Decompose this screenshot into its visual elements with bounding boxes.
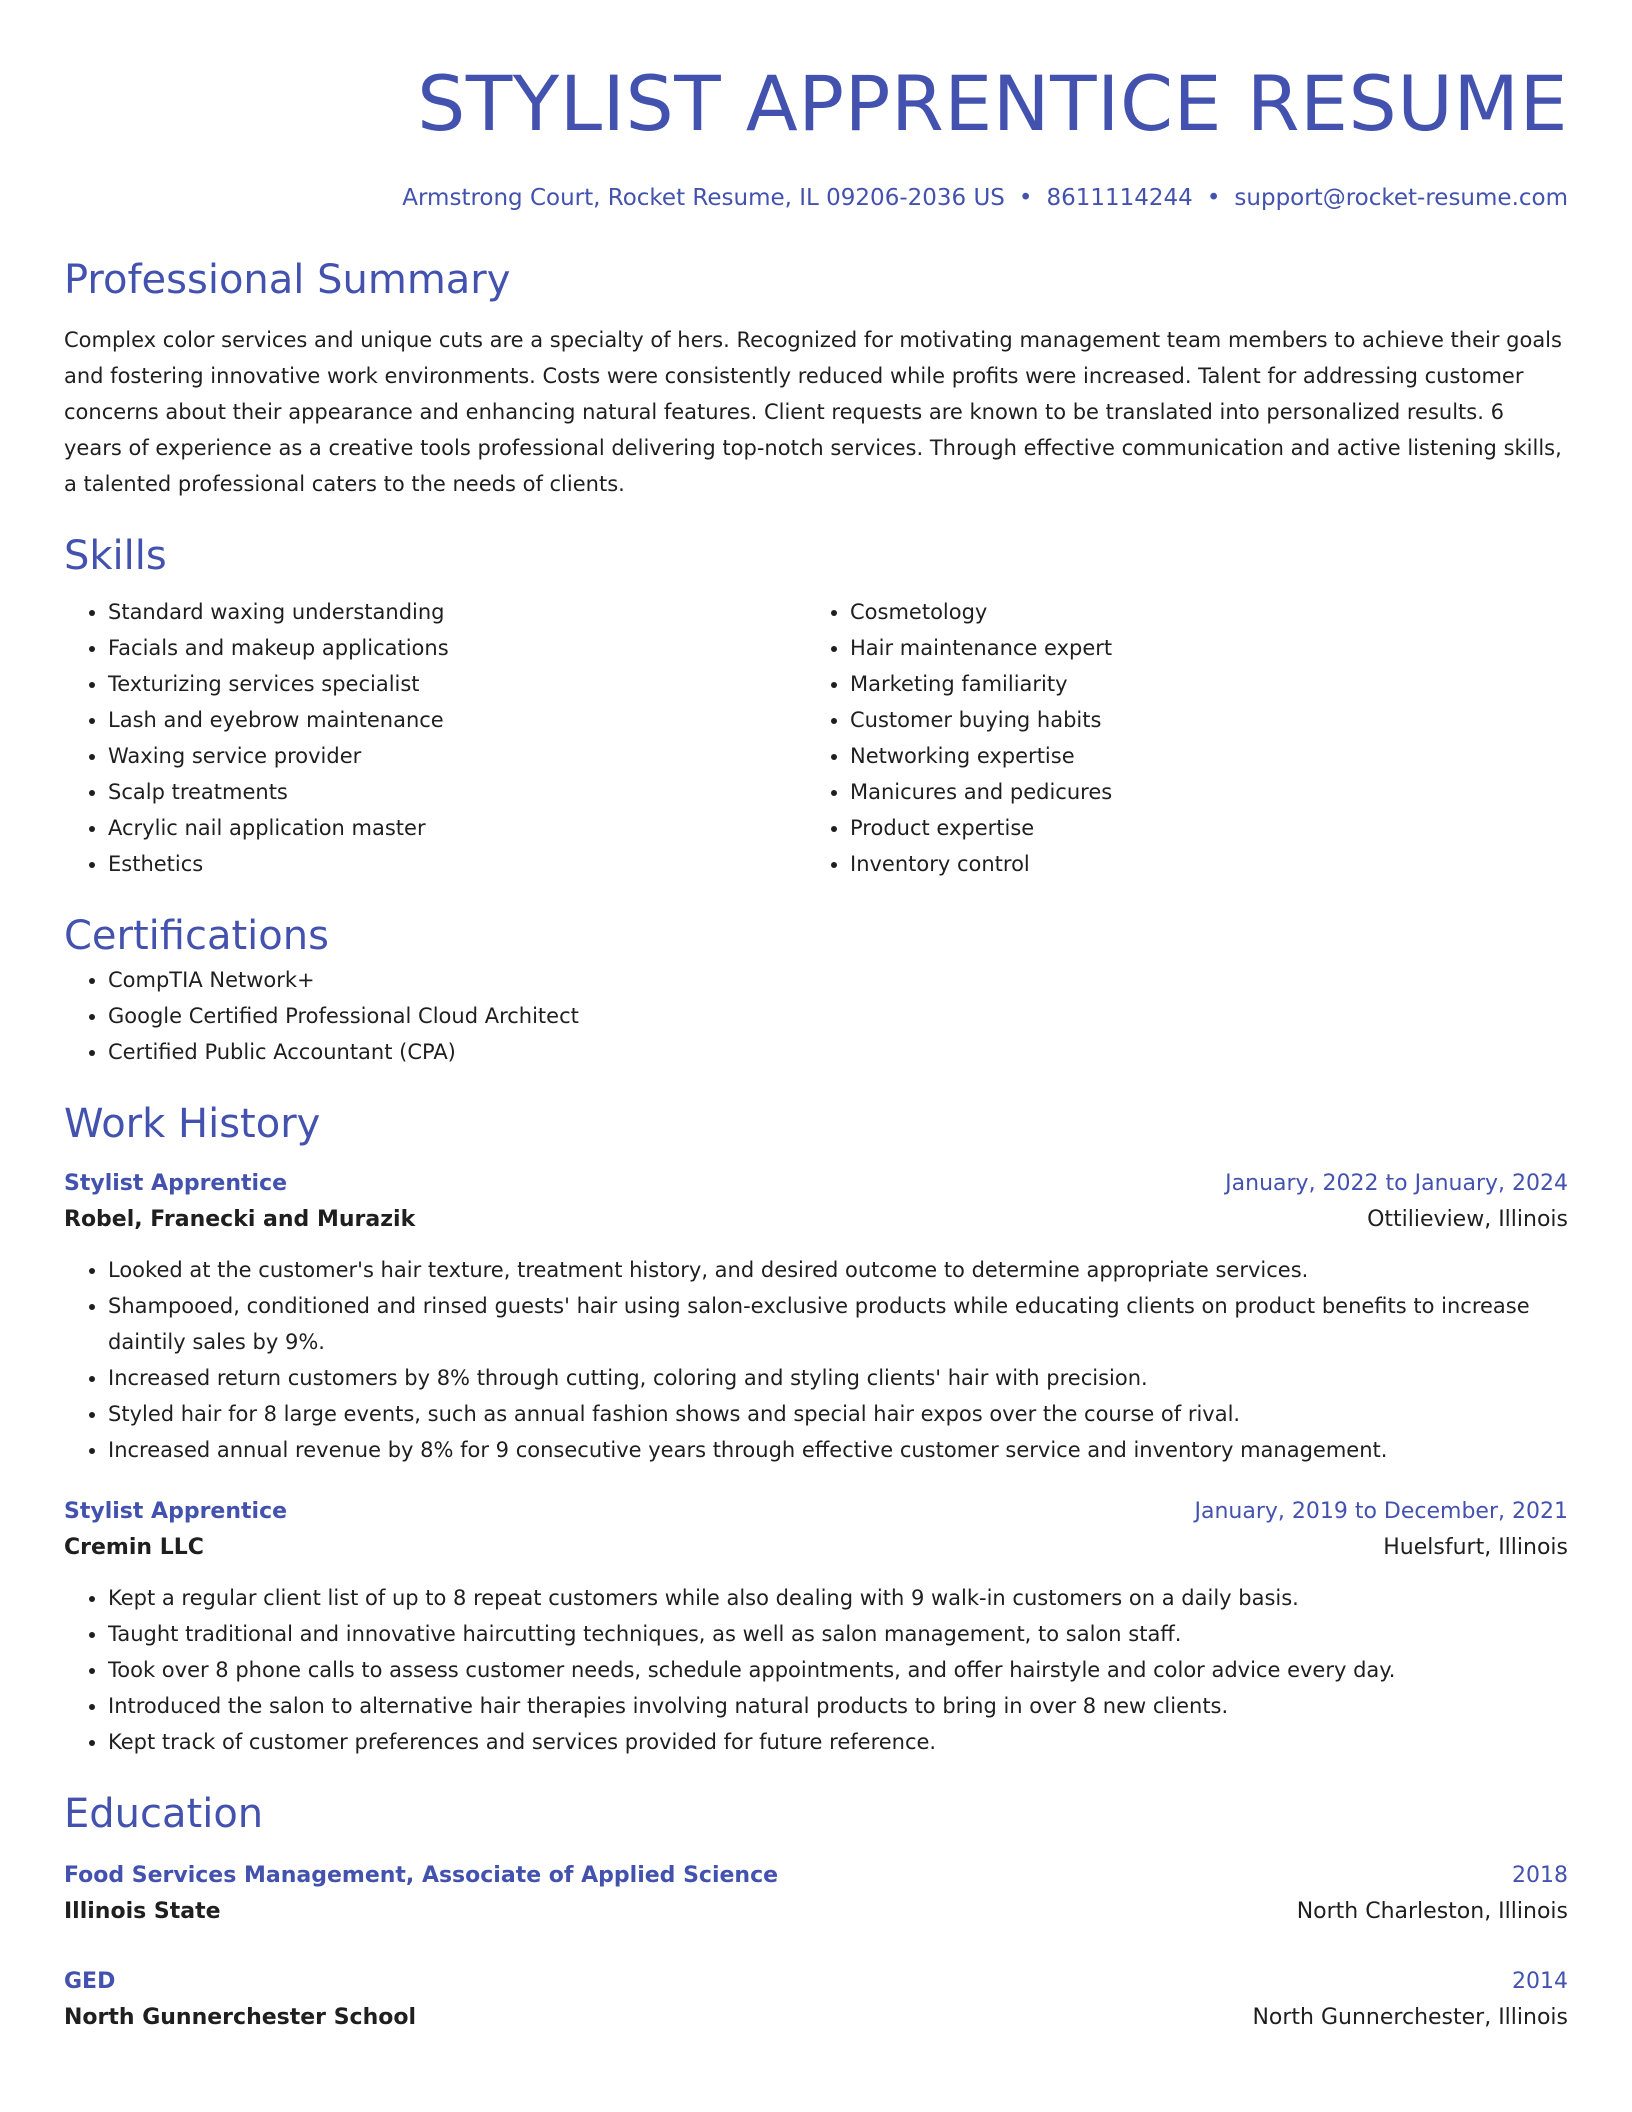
certification-item: • CompTIA Network+	[108, 962, 1568, 998]
job-company-row	[64, 1530, 1568, 1566]
contact-line	[64, 182, 1568, 214]
job-company-row	[64, 1202, 1568, 1238]
skill-item: • Cosmetology	[850, 594, 1548, 630]
skills-list-left	[64, 594, 806, 882]
education-header-row	[64, 1964, 1568, 2000]
education-year: 2014	[1512, 1969, 1568, 1994]
contact-separator: •	[1206, 185, 1221, 211]
skill-item: • Marketing familiarity	[850, 666, 1548, 702]
job-bullet: • Introduced the salon to alternative hair therapies involving natural products to bring in over 8 new clients.	[108, 1688, 1568, 1724]
job-bullet: • Kept track of customer preferences and services provided for future reference.	[108, 1724, 1568, 1760]
skill-item: • Inventory control	[850, 846, 1548, 882]
job-dates: January, 2019 to December, 2021	[1194, 1499, 1568, 1524]
job-bullet: • Looked at the customer's hair texture, treatment history, and desired outcome to determine appropriate services.	[108, 1252, 1568, 1288]
job-bullets	[64, 1252, 1568, 1468]
skill-item: • Standard waxing understanding	[108, 594, 806, 630]
skill-item: • Product expertise	[850, 810, 1548, 846]
job-company: Cremin LLC	[64, 1535, 204, 1560]
education-school-row	[64, 2000, 1568, 2036]
education-heading: Education	[64, 1791, 264, 1837]
job-bullet: • Shampooed, conditioned and rinsed guests' hair using salon-exclusive products while educating clients on product benefits to increase daintily sales by 9%.	[108, 1288, 1568, 1360]
certifications-heading: Certifications	[64, 913, 329, 959]
education-degree: Food Services Management, Associate of Applied Science	[64, 1863, 779, 1888]
work-history-heading: Work History	[64, 1101, 321, 1147]
skill-item: • Esthetics	[108, 846, 806, 882]
contact-phone: 8611114244	[1046, 185, 1193, 211]
skill-item: • Networking expertise	[850, 738, 1548, 774]
education-header-row	[64, 1858, 1568, 1894]
education-entry	[64, 1964, 1568, 2036]
job-header-row	[64, 1494, 1568, 1530]
education-entry	[64, 1858, 1568, 1930]
job-bullet: • Taught traditional and innovative haircutting techniques, as well as salon management, to salon staff.	[108, 1616, 1568, 1652]
skill-item: • Acrylic nail application master	[108, 810, 806, 846]
job-bullet: • Increased return customers by 8% through cutting, coloring and styling clients' hair with precision.	[108, 1360, 1568, 1396]
resume-title: STYLIST APPRENTICE RESUME	[417, 59, 1568, 148]
job-bullet: • Kept a regular client list of up to 8 repeat customers while also dealing with 9 walk-in customers on a daily basis.	[108, 1580, 1568, 1616]
education-school-row	[64, 1894, 1568, 1930]
skill-item: • Customer buying habits	[850, 702, 1548, 738]
skill-item: • Texturizing services specialist	[108, 666, 806, 702]
contact-address: Armstrong Court, Rocket Resume, IL 09206-2036 US	[402, 185, 1005, 211]
certification-item: • Google Certified Professional Cloud Architect	[108, 998, 1568, 1034]
job-location: Huelsfurt, Illinois	[1383, 1535, 1568, 1560]
job-role: Stylist Apprentice	[64, 1171, 288, 1196]
job-bullet: • Increased annual revenue by 8% for 9 consecutive years through effective customer service and inventory management.	[108, 1432, 1568, 1468]
job-entry	[64, 1166, 1568, 1468]
contact-separator: •	[1018, 185, 1033, 211]
skills-grid	[64, 594, 1568, 882]
skill-item: • Lash and eyebrow maintenance	[108, 702, 806, 738]
job-company: Robel, Franecki and Murazik	[64, 1207, 416, 1232]
skills-column-left	[64, 594, 806, 882]
education-location: North Charleston, Illinois	[1296, 1899, 1568, 1924]
job-location: Ottilieview, Illinois	[1367, 1207, 1568, 1232]
job-header-row	[64, 1166, 1568, 1202]
job-bullets	[64, 1580, 1568, 1760]
contact-email[interactable]: support@rocket-resume.com	[1234, 185, 1568, 211]
summary-heading: Professional Summary	[64, 257, 511, 303]
education-year: 2018	[1512, 1863, 1568, 1888]
education-school: Illinois State	[64, 1899, 221, 1924]
job-bullet: • Styled hair for 8 large events, such as annual fashion shows and special hair expos over the course of rival.	[108, 1396, 1568, 1432]
education-location: North Gunnerchester, Illinois	[1252, 2005, 1568, 2030]
skills-list-right	[806, 594, 1548, 882]
summary-text: Complex color services and unique cuts are a specialty of hers. Recognized for motivating management team members to achieve their goals and fostering innovative work environments. Costs were consistently reduced while profits were increased. Talent for addressing customer concerns about their appearance and enhancing natural features. Client requests are known to be translated into personalized results. 6 years of experience as a creative tools professional delivering top-notch services. Through effective communication and active listening skills, a talented professional caters to the needs of clients.	[64, 328, 1562, 496]
skills-column-right	[806, 594, 1548, 882]
job-dates: January, 2022 to January, 2024	[1225, 1171, 1568, 1196]
certification-item: • Certified Public Accountant (CPA)	[108, 1034, 1568, 1070]
education-degree: GED	[64, 1969, 116, 1994]
skill-item: • Manicures and pedicures	[850, 774, 1548, 810]
job-role: Stylist Apprentice	[64, 1499, 288, 1524]
certifications-list	[64, 962, 1568, 1070]
skill-item: • Hair maintenance expert	[850, 630, 1548, 666]
job-bullet: • Took over 8 phone calls to assess customer needs, schedule appointments, and offer hairstyle and color advice every day.	[108, 1652, 1568, 1688]
education-school: North Gunnerchester School	[64, 2005, 417, 2030]
skill-item: • Scalp treatments	[108, 774, 806, 810]
job-entry	[64, 1494, 1568, 1760]
skill-item: • Facials and makeup applications	[108, 630, 806, 666]
skills-heading: Skills	[64, 533, 167, 579]
skill-item: • Waxing service provider	[108, 738, 806, 774]
